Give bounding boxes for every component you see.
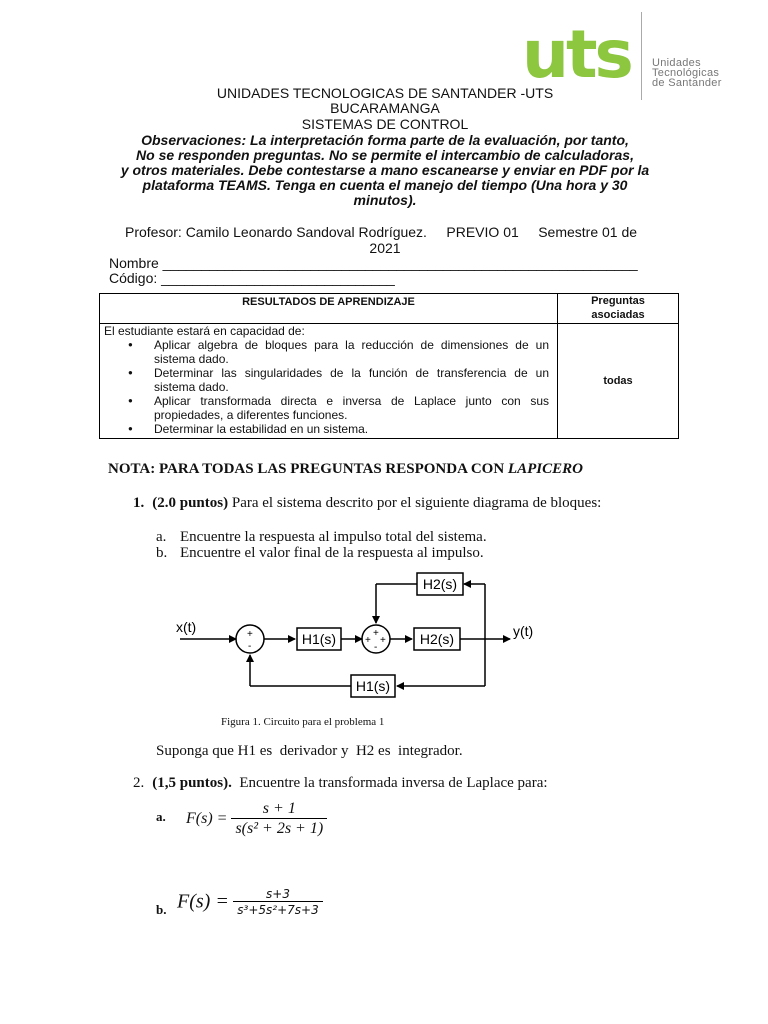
sum2-plus-left: + bbox=[365, 635, 371, 646]
bullet-icon: ● bbox=[128, 340, 133, 349]
sum1-plus: + bbox=[247, 629, 253, 640]
h2-top-label: H2(s) bbox=[422, 576, 458, 592]
uts-logo-mark: uts bbox=[522, 16, 631, 93]
observaciones-line-3: y otros materiales. Debe contestarse a mano escanearse y enviar en PDF por la bbox=[120, 162, 650, 178]
q1-suponga: Suponga que H1 es derivador y H2 es integrador. bbox=[156, 743, 463, 759]
q2-number: 2. bbox=[133, 775, 145, 791]
sum2-plus-top: + bbox=[373, 628, 379, 639]
bullet-icon: ● bbox=[128, 396, 133, 405]
sum2-minus: - bbox=[374, 642, 378, 653]
q1-number: 1. bbox=[133, 495, 145, 511]
profesor-year: 2021 bbox=[369, 240, 401, 256]
q2-text: Encuentre la transformada inversa de Laplace para: bbox=[231, 775, 548, 791]
block-diagram bbox=[160, 560, 560, 705]
q2-b-numerator: s+3 bbox=[266, 887, 290, 901]
list-item: ● Determinar las singularidades de la función de transferencia de un sistema dado. bbox=[128, 366, 549, 394]
h1-label: H1(s) bbox=[301, 631, 337, 647]
header-course: SISTEMAS DE CONTROL bbox=[301, 116, 469, 132]
bullet-icon: ● bbox=[128, 368, 133, 377]
nombre-field[interactable]: Nombre _____________________________________________________________ bbox=[109, 255, 638, 271]
observaciones-line-2: No se responden preguntas. No se permite el intercambio de calculadoras, bbox=[136, 147, 634, 163]
uts-logo bbox=[522, 16, 752, 93]
codigo-field[interactable]: Código: ______________________________ bbox=[109, 270, 395, 286]
q2-points: (1,5 puntos). bbox=[152, 775, 232, 791]
sum2-plus-right: + bbox=[380, 635, 386, 646]
bullet-icon: ● bbox=[128, 424, 133, 433]
q1-points: (2.0 puntos) bbox=[152, 495, 229, 511]
q2-a-formula bbox=[186, 800, 327, 838]
q1-item-b: b. Encuentre el valor final de la respuesta al impulso. bbox=[156, 545, 484, 561]
table-todas: todas bbox=[603, 375, 633, 387]
table-questions-cell bbox=[558, 324, 679, 439]
q1-text: Para el sistema descrito por el siguiente diagrama de bloques: bbox=[228, 495, 602, 511]
list-item: ● Aplicar transformada directa e inversa de Laplace junto con sus propiedades, a diferentes funciones. bbox=[128, 394, 549, 422]
list-item: ● Determinar la estabilidad en un sistema. bbox=[128, 422, 369, 436]
table-results-cell bbox=[100, 324, 558, 439]
table-intro: El estudiante estará en capacidad de: bbox=[104, 324, 305, 338]
observaciones-line-4: plataforma TEAMS. Tenga en cuenta el manejo del tiempo (Una hora y 30 bbox=[142, 177, 628, 193]
sum1-minus: - bbox=[248, 641, 252, 652]
input-label: x(t) bbox=[176, 619, 197, 635]
logo-line-3: de Santander bbox=[652, 77, 722, 89]
q2-b-formula bbox=[177, 887, 323, 917]
q2-b-lhs: F(s) = bbox=[177, 890, 229, 913]
table-header-results-label: RESULTADOS DE APRENDIZAJE bbox=[242, 296, 415, 308]
q2-title bbox=[133, 775, 548, 792]
header-institution: UNIDADES TECNOLOGICAS DE SANTANDER -UTS bbox=[216, 85, 554, 101]
q1-item-a: a. Encuentre la respuesta al impulso total del sistema. bbox=[156, 529, 487, 545]
header-city: BUCARAMANGA bbox=[330, 100, 440, 116]
q2-b-denominator: s³+5s²+7s+3 bbox=[233, 901, 322, 917]
figure-caption: Figura 1. Circuito para el problema 1 bbox=[221, 716, 385, 728]
observaciones-line-5: minutos). bbox=[353, 192, 417, 208]
h1-feedback-label: H1(s) bbox=[355, 678, 391, 694]
q1-title bbox=[133, 495, 601, 512]
table-header-questions-label: Preguntas asociadas bbox=[591, 295, 645, 321]
output-label: y(t) bbox=[513, 623, 534, 639]
logo-line-1: Unidades bbox=[652, 57, 701, 69]
nota-emphasis: LAPICERO bbox=[507, 461, 583, 477]
nota-line bbox=[108, 461, 583, 478]
q2-b-label: b. bbox=[156, 902, 167, 917]
observaciones-line-1: Observaciones: La interpretación forma parte de la evaluación, por tanto, bbox=[141, 132, 629, 148]
table-header-questions bbox=[558, 294, 679, 324]
q2-a-lhs: F(s) = bbox=[186, 810, 228, 827]
table-header-results bbox=[100, 294, 558, 324]
learning-results-table bbox=[99, 293, 679, 439]
profesor-line: Profesor: Camilo Leonardo Sandoval Rodríguez. PREVIO 01 Semestre 01 de bbox=[125, 224, 638, 240]
h2-label: H2(s) bbox=[419, 631, 455, 647]
q2-a-numerator: s + 1 bbox=[262, 800, 296, 817]
logo-line-2: Tecnológicas bbox=[652, 67, 720, 79]
nota-text: NOTA: PARA TODAS LAS PREGUNTAS RESPONDA CON bbox=[108, 461, 508, 477]
list-item: ● Aplicar algebra de bloques para la reducción de dimensiones de un sistema dado. bbox=[128, 338, 549, 366]
q2-a-denominator: s(s² + 2s + 1) bbox=[231, 818, 327, 838]
q2-a-label: a. bbox=[156, 809, 166, 824]
